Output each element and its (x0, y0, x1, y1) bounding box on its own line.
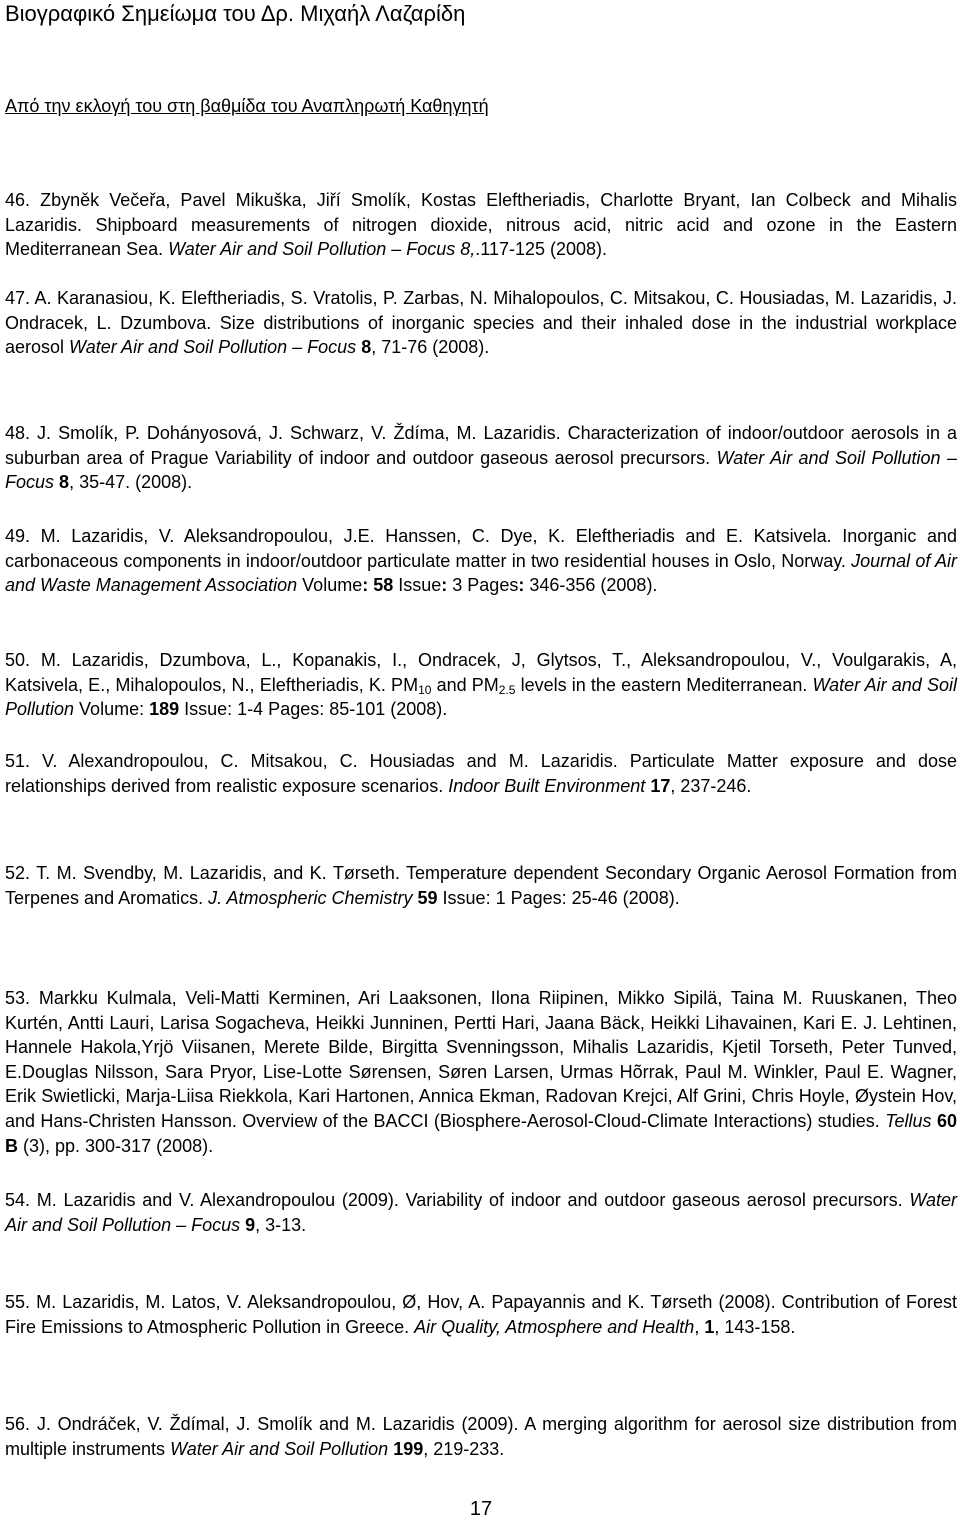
reference-text: , 237-246. (670, 775, 752, 796)
reference-text: levels in the eastern Mediterranean. (515, 674, 813, 695)
journal-name: J. Atmospheric Chemistry (208, 887, 413, 908)
volume-number: 8 (59, 472, 70, 493)
reference-item (5, 986, 957, 1158)
reference-text: , 219-233. (423, 1438, 505, 1459)
reference-text: 54. M. Lazaridis and V. Alexandropoulou (2009). Variability of indoor and outdoor gaseous aerosol precursors. (5, 1190, 910, 1210)
page-number: 17 (469, 1498, 493, 1520)
subscript-text: 10 (418, 682, 432, 697)
reference-text: 52. T. M. Svendby, M. Lazaridis, and K. Tørseth. Temperature dependent Secondary Organic Aerosol Formation from Terpenes and Aromatics. (5, 863, 957, 908)
journal-name: Air Quality, Atmosphere and Health (414, 1316, 695, 1337)
reference-text: 3 Pages (447, 575, 519, 596)
journal-name: Tellus (885, 1110, 932, 1131)
subscript-text: 2.5 (498, 682, 516, 697)
volume-number: 1 (704, 1316, 715, 1337)
reference-text: , 35-47. (2008). (69, 472, 193, 493)
reference-text: 55. M. Lazaridis, M. Latos, V. Aleksandropoulou, Ø, Hov, A. Papayannis and K. Tørseth (2008). Contribution of Forest Fire Emissions to Atmospheric Pollution in Greece. (5, 1292, 957, 1337)
reference-text: , (694, 1316, 705, 1337)
volume-number: : (441, 575, 448, 596)
reference-text: , 71-76 (2008). (371, 337, 490, 358)
page-subtitle: Από την εκλογή του στη βαθμίδα του Αναπληρωτή Καθηγητή (5, 96, 489, 116)
reference-item (5, 286, 957, 360)
reference-item (5, 188, 957, 262)
journal-name: Water Air and Soil Pollution (5, 674, 957, 720)
volume-number: 60 B (5, 1110, 957, 1156)
page-title: Βιογραφικό Σημείωμα του Δρ. Μιχαήλ Λαζαρίδη (5, 1, 466, 26)
reference-text: , 3-13. (255, 1214, 307, 1235)
journal-name: Indoor Built Environment (448, 775, 646, 796)
reference-item (5, 1188, 957, 1237)
volume-number: 199 (393, 1438, 424, 1459)
volume-number: 59 (417, 887, 438, 908)
reference-text: 47. A. Karanasiou, K. Eleftheriadis, S. Vratolis, P. Zarbas, N. Mihalopoulos, C. Mitsakou, C. Housiadas, M. Lazaridis, J. Ondracek, L. Dzumbova. Size distributions of inorganic species and their inhaled dose in the industrial workplace aerosol (5, 288, 957, 358)
reference-text: , 143-158. (714, 1316, 796, 1337)
reference-item (5, 1290, 957, 1339)
reference-text: 346-356 (2008). (524, 575, 658, 596)
reference-text: 48. J. Smolík, P. Dohányosová, J. Schwarz, V. Ždíma, M. Lazaridis. Characterization of indoor/outdoor aerosols in a suburban area of Prague Variability of indoor and outdoor gaseous aerosol precursors. (5, 423, 957, 468)
reference-item (5, 1412, 957, 1461)
volume-number: 9 (245, 1214, 256, 1235)
volume-number: 189 (149, 699, 180, 720)
reference-item (5, 648, 957, 722)
reference-item (5, 749, 957, 798)
volume-number: : (518, 575, 525, 596)
reference-item (5, 524, 957, 598)
reference-text: 56. J. Ondráček, V. Ždímal, J. Smolík and M. Lazaridis (2009). A merging algorithm for aerosol size distribution from multiple instruments (5, 1414, 957, 1459)
reference-text: Volume: (74, 699, 150, 720)
reference-text: Issue: 1 Pages: 25-46 (2008). (437, 887, 680, 908)
reference-text: 51. V. Alexandropoulou, C. Mitsakou, C. Housiadas and M. Lazaridis. Particulate Matter exposure and dose relationships derived from realistic exposure scenarios. (5, 751, 957, 796)
reference-text: 46. Zbyněk Večeřa, Pavel Mikuška, Jiří Smolík, Kostas Eleftheriadis, Charlotte Bryant, Ian Colbeck and Mihalis Lazaridis. Shipboard measurements of nitrogen dioxide, nitrous acid, nitric acid and ozone in the Eastern Mediterranean Sea. (5, 190, 957, 260)
journal-name: Journal of Air and Waste Management Association (5, 550, 957, 596)
reference-text: Issue: 1-4 Pages: 85-101 (2008). (179, 699, 448, 720)
reference-text: Issue (393, 575, 442, 596)
reference-text: 53. Markku Kulmala, Veli-Matti Kerminen, Ari Laaksonen, Ilona Riipinen, Mikko Sipilä, Taina M. Ruuskanen, Theo Kurtén, Antti Lauri, Larisa Sogacheva, Heikki Junninen, Pertti Hari, Jaana Bäck, Heikki Lihavainen, Kari E. J. Lehtinen, Hannele Hakola,Yrjö Viisanen, Merete Bilde, Birgitta Svenningsson, Mihalis Lazaridis, Kjetil Torseth, Peter Tunved, E.Douglas Nilsson, Sara Pryor, Lise-Lotte Sørensen, Søren Larsen, Urmas Hõrrak, Paul M. Winkler, Paul E. Wagner, Erik Swietlicki, Marja-Liisa Riekkola, Kari Hartonen, Annica Ekman, Radovan Krejci, Alf Grini, Chris Hoyle, Øystein Hov, and Hans-Christen Hansson. Overview of the BACCI (Biosphere-Aerosol-Cloud-Climate Interactions) studies. (5, 988, 957, 1131)
reference-text: and PM (431, 674, 499, 695)
reference-text: 50. M. Lazaridis, Dzumbova, L., Kopanakis, I., Ondracek, J, Glytsos, T., Aleksandropoulou, V., Voulgarakis, A, Katsivela, E., Mihalopoulos, N., Eleftheriadis, K. PM (5, 650, 957, 695)
reference-text: 49. M. Lazaridis, V. Aleksandropoulou, J.E. Hanssen, C. Dye, K. Eleftheriadis and E. Katsivela. Inorganic and carbonaceous components in indoor/outdoor particulate matter in two residential houses in Oslo, Norway. (5, 526, 957, 571)
reference-text: .117-125 (2008). (475, 239, 608, 260)
journal-name: Water Air and Soil Pollution – Focus (5, 447, 958, 493)
volume-number: 8 (361, 337, 372, 358)
reference-text: (3), pp. 300-317 (2008). (18, 1135, 214, 1156)
journal-name: Water Air and Soil Pollution (170, 1438, 389, 1459)
journal-name: Water Air and Soil Pollution – Focus (69, 337, 357, 358)
reference-text: Volume (297, 575, 363, 596)
reference-item (5, 861, 957, 910)
reference-item (5, 421, 957, 495)
volume-number: 17 (650, 775, 671, 796)
journal-name: Water Air and Soil Pollution – Focus (5, 1190, 957, 1235)
volume-number: : 58 (362, 575, 394, 596)
journal-name: Water Air and Soil Pollution – Focus 8, (168, 239, 476, 260)
